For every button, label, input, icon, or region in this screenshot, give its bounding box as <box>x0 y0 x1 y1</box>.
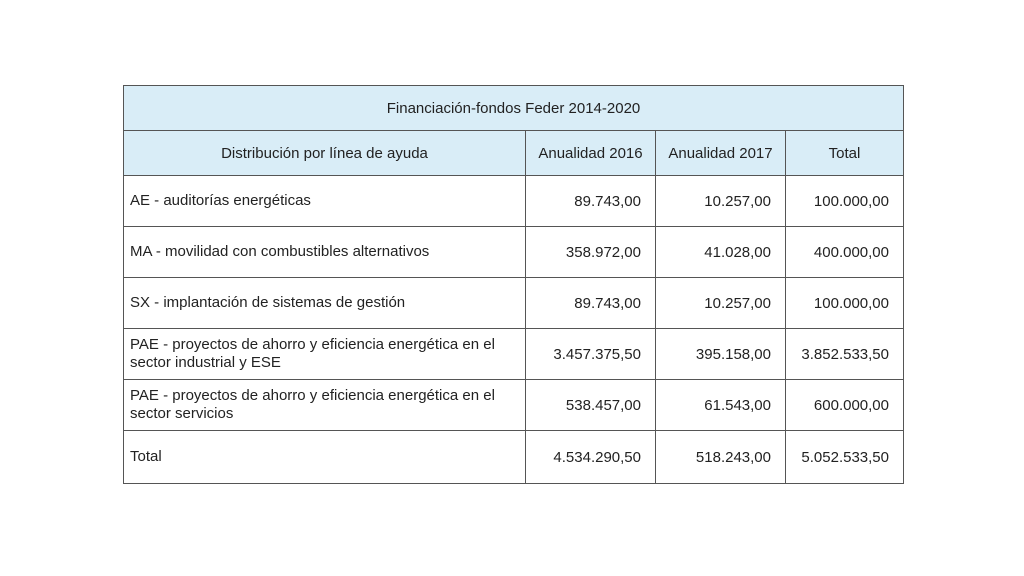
row-value-total: 3.852.533,50 <box>786 329 904 380</box>
header-distribution: Distribución por línea de ayuda <box>124 131 526 176</box>
row-value-2017: 41.028,00 <box>656 227 786 278</box>
row-line-label: PAE - proyectos de ahorro y eficiencia energética en el sector industrial y ESE <box>124 329 526 380</box>
row-line-label: PAE - proyectos de ahorro y eficiencia energética en el sector servicios <box>124 380 526 431</box>
funding-table-container <box>123 85 903 484</box>
table-total-row <box>124 431 904 484</box>
total-label: Total <box>124 431 526 484</box>
table-title: Financiación-fondos Feder 2014-2020 <box>124 86 904 131</box>
total-value-2016: 4.534.290,50 <box>526 431 656 484</box>
table-row <box>124 380 904 431</box>
row-value-2016: 538.457,00 <box>526 380 656 431</box>
header-total: Total <box>786 131 904 176</box>
row-line-label: MA - movilidad con combustibles alternativos <box>124 227 526 278</box>
row-line-label: AE - auditorías energéticas <box>124 176 526 227</box>
header-year-2016: Anualidad 2016 <box>526 131 656 176</box>
row-value-2017: 10.257,00 <box>656 278 786 329</box>
row-value-total: 100.000,00 <box>786 278 904 329</box>
row-value-total: 600.000,00 <box>786 380 904 431</box>
row-value-2017: 395.158,00 <box>656 329 786 380</box>
total-value-2017: 518.243,00 <box>656 431 786 484</box>
row-value-total: 100.000,00 <box>786 176 904 227</box>
table-row <box>124 176 904 227</box>
row-value-2016: 89.743,00 <box>526 278 656 329</box>
row-value-2017: 61.543,00 <box>656 380 786 431</box>
table-row <box>124 278 904 329</box>
row-value-2016: 89.743,00 <box>526 176 656 227</box>
row-value-2016: 3.457.375,50 <box>526 329 656 380</box>
header-year-2017: Anualidad 2017 <box>656 131 786 176</box>
table-header-row <box>124 131 904 176</box>
row-value-2017: 10.257,00 <box>656 176 786 227</box>
table-row <box>124 227 904 278</box>
row-line-label: SX - implantación de sistemas de gestión <box>124 278 526 329</box>
total-value-total: 5.052.533,50 <box>786 431 904 484</box>
table-row <box>124 329 904 380</box>
funding-table <box>123 85 904 484</box>
table-title-row <box>124 86 904 131</box>
row-value-2016: 358.972,00 <box>526 227 656 278</box>
row-value-total: 400.000,00 <box>786 227 904 278</box>
